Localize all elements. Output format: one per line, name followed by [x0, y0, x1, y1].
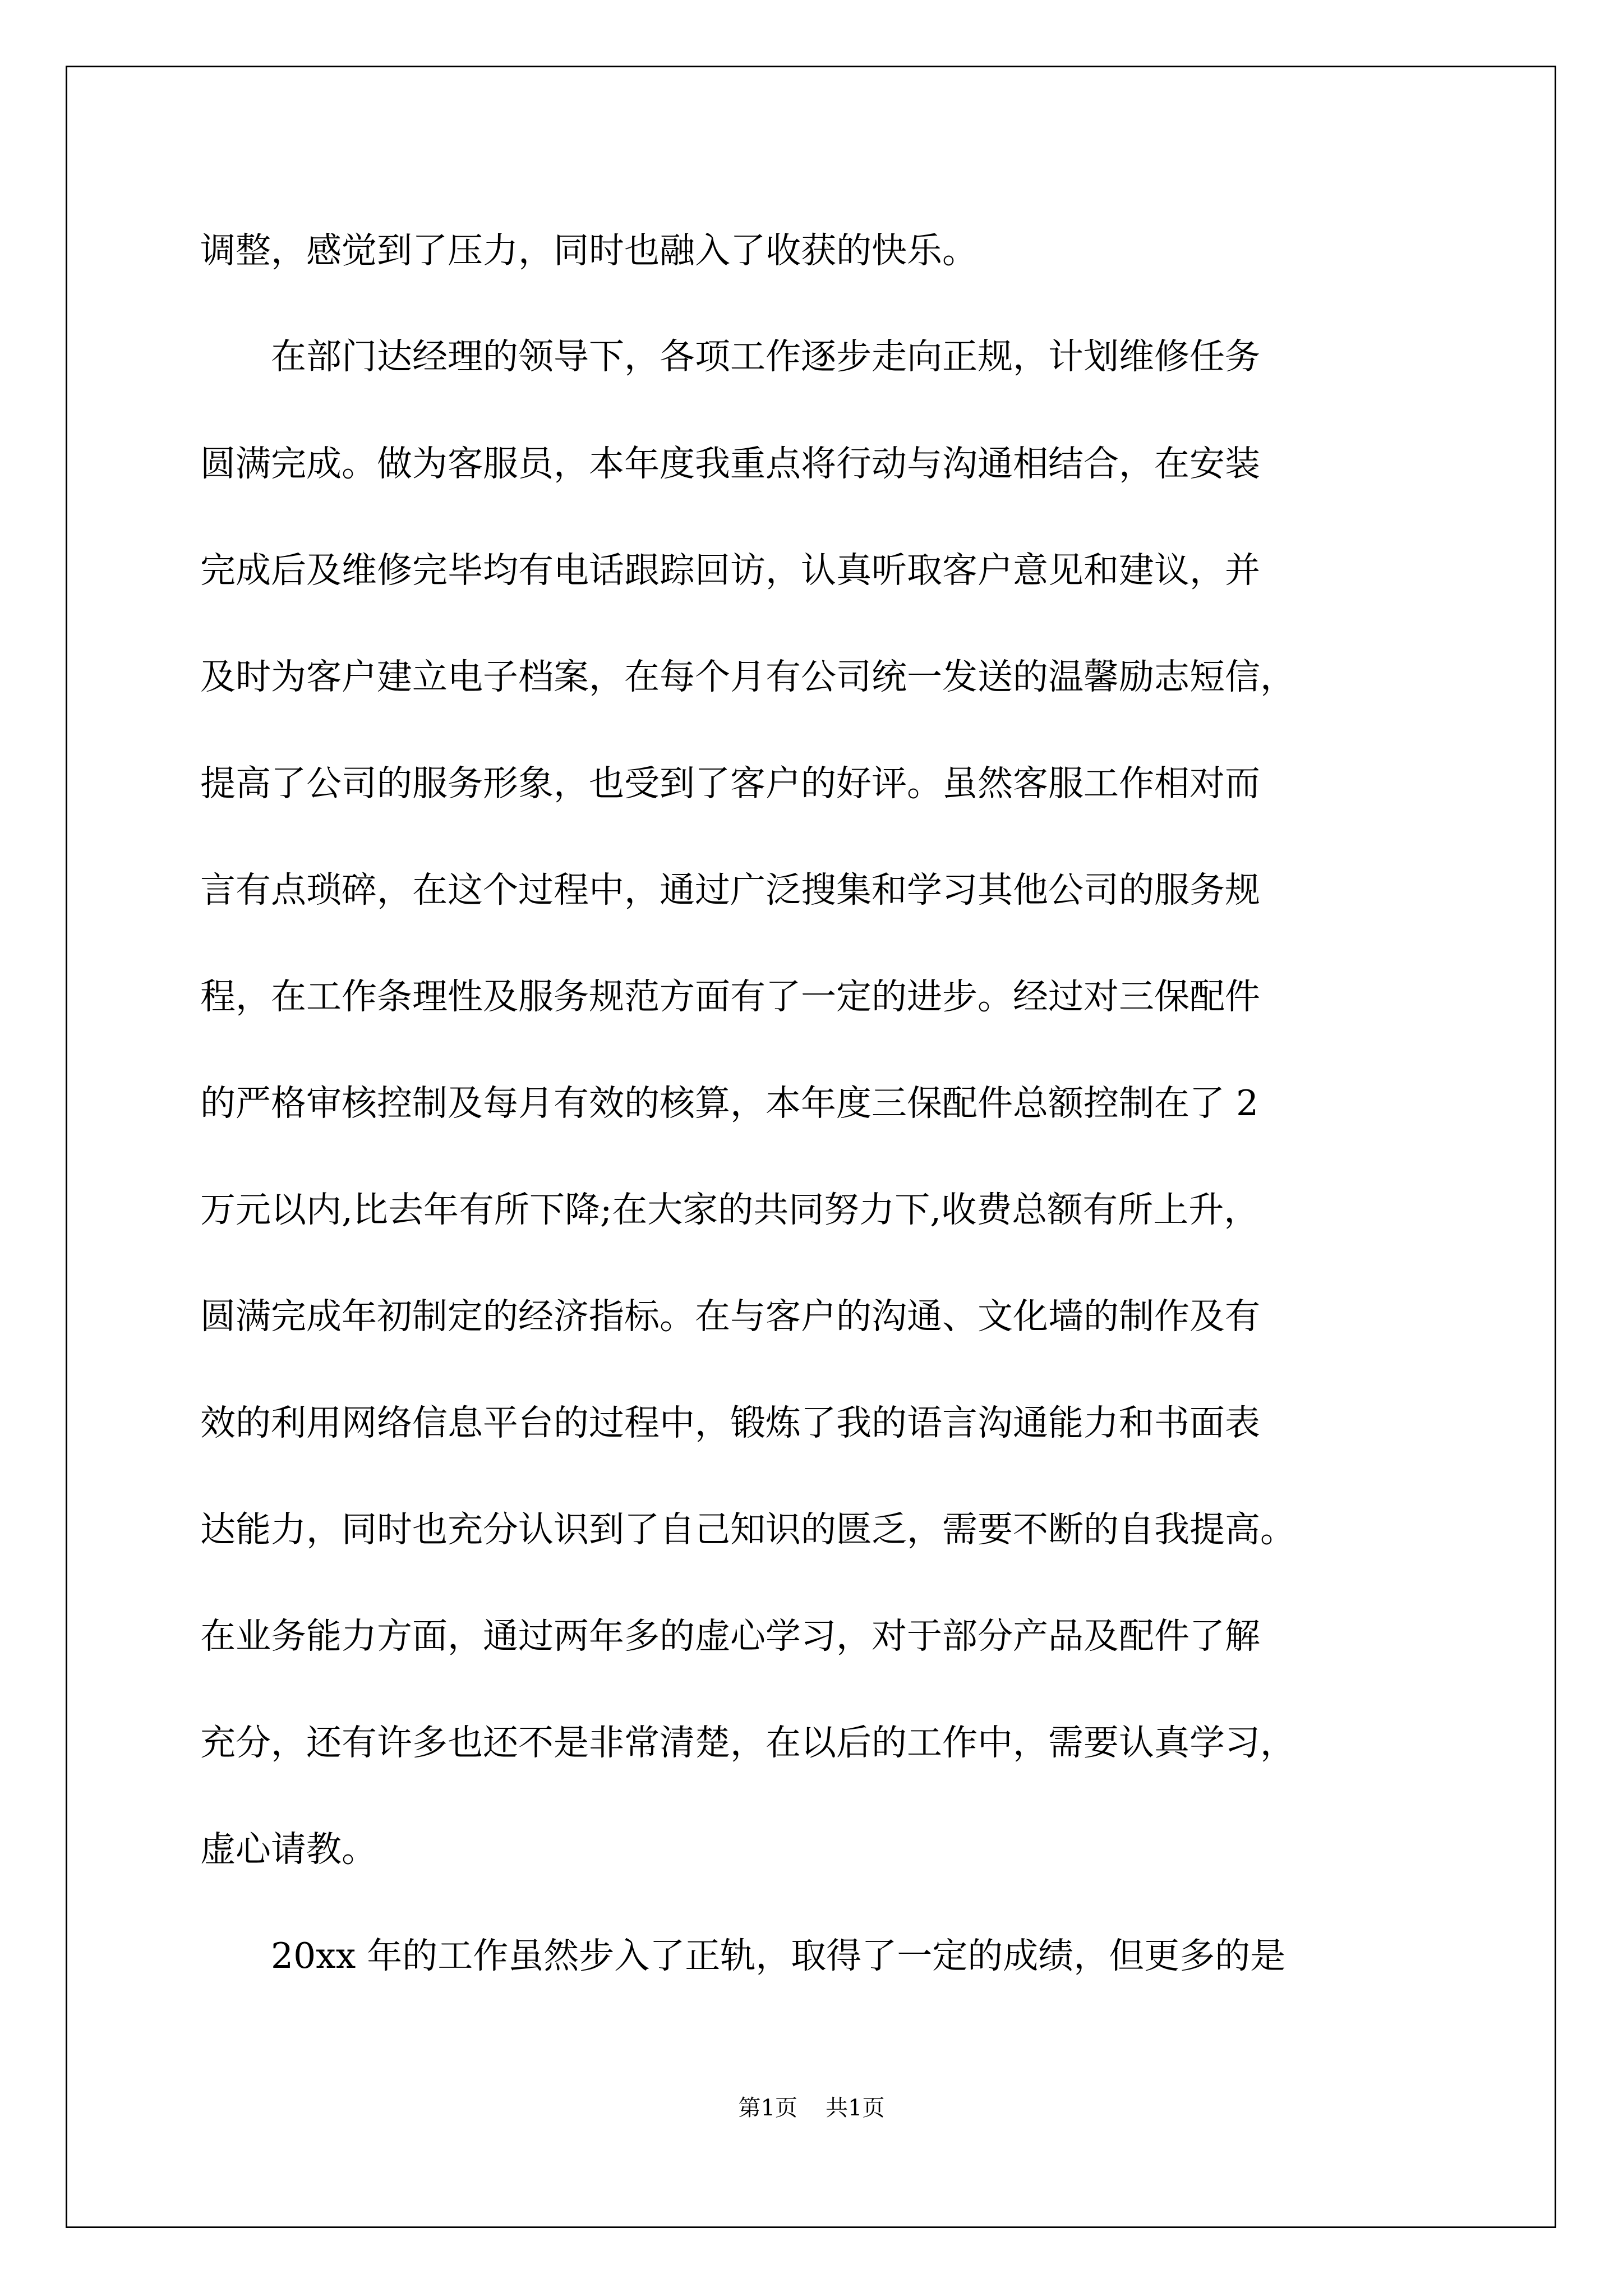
text-line: 言有点琐碎，在这个过程中，通过广泛搜集和学习其他公司的服务规 [200, 869, 1260, 910]
text-line: 圆满完成年初制定的经济指标。在与客户的沟通、文化墙的制作及有 [200, 1296, 1260, 1337]
text-line: 圆满完成。做为客服员，本年度我重点将行动与沟通相结合，在安装 [200, 443, 1260, 484]
text-line: 完成后及维修完毕均有电话跟踪回访，认真听取客户意见和建议，并 [200, 550, 1260, 591]
text-line: 充分，还有许多也还不是非常清楚，在以后的工作中，需要认真学习， [200, 1722, 1295, 1763]
text-line: 的严格审核控制及每月有效的核算，本年度三保配件总额控制在了 2 [200, 1083, 1259, 1124]
text-line: 达能力，同时也充分认识到了自己知识的匮乏，需要不断的自我提高。 [200, 1509, 1295, 1550]
text-line: 效的利用网络信息平台的过程中，锻炼了我的语言沟通能力和书面表 [200, 1402, 1260, 1443]
page-total: 共1页 [826, 2095, 885, 2121]
page-footer [0, 2097, 1623, 2119]
text-line: 程，在工作条理性及服务规范方面有了一定的进步。经过对三保配件 [200, 976, 1260, 1017]
text-line: 20xx 年的工作虽然步入了正轨，取得了一定的成绩，但更多的是 [271, 1935, 1286, 1976]
text-line: 及时为客户建立电子档案，在每个月有公司统一发送的温馨励志短信， [200, 656, 1295, 697]
page-number: 第1页 [738, 2095, 797, 2121]
text-line: 在部门达经理的领导下，各项工作逐步走向正规，计划维修任务 [271, 336, 1260, 377]
text-line: 万元以内,比去年有所下降;在大家的共同努力下,收费总额有所上升， [200, 1189, 1260, 1230]
text-line: 在业务能力方面，通过两年多的虚心学习，对于部分产品及配件了解 [200, 1616, 1260, 1657]
text-line: 调整，感觉到了压力，同时也融入了收获的快乐。 [200, 230, 978, 271]
text-line: 虚心请教。 [200, 1829, 377, 1870]
text-line: 提高了公司的服务形象，也受到了客户的好评。虽然客服工作相对而 [200, 763, 1260, 804]
page-border [66, 66, 1556, 2228]
